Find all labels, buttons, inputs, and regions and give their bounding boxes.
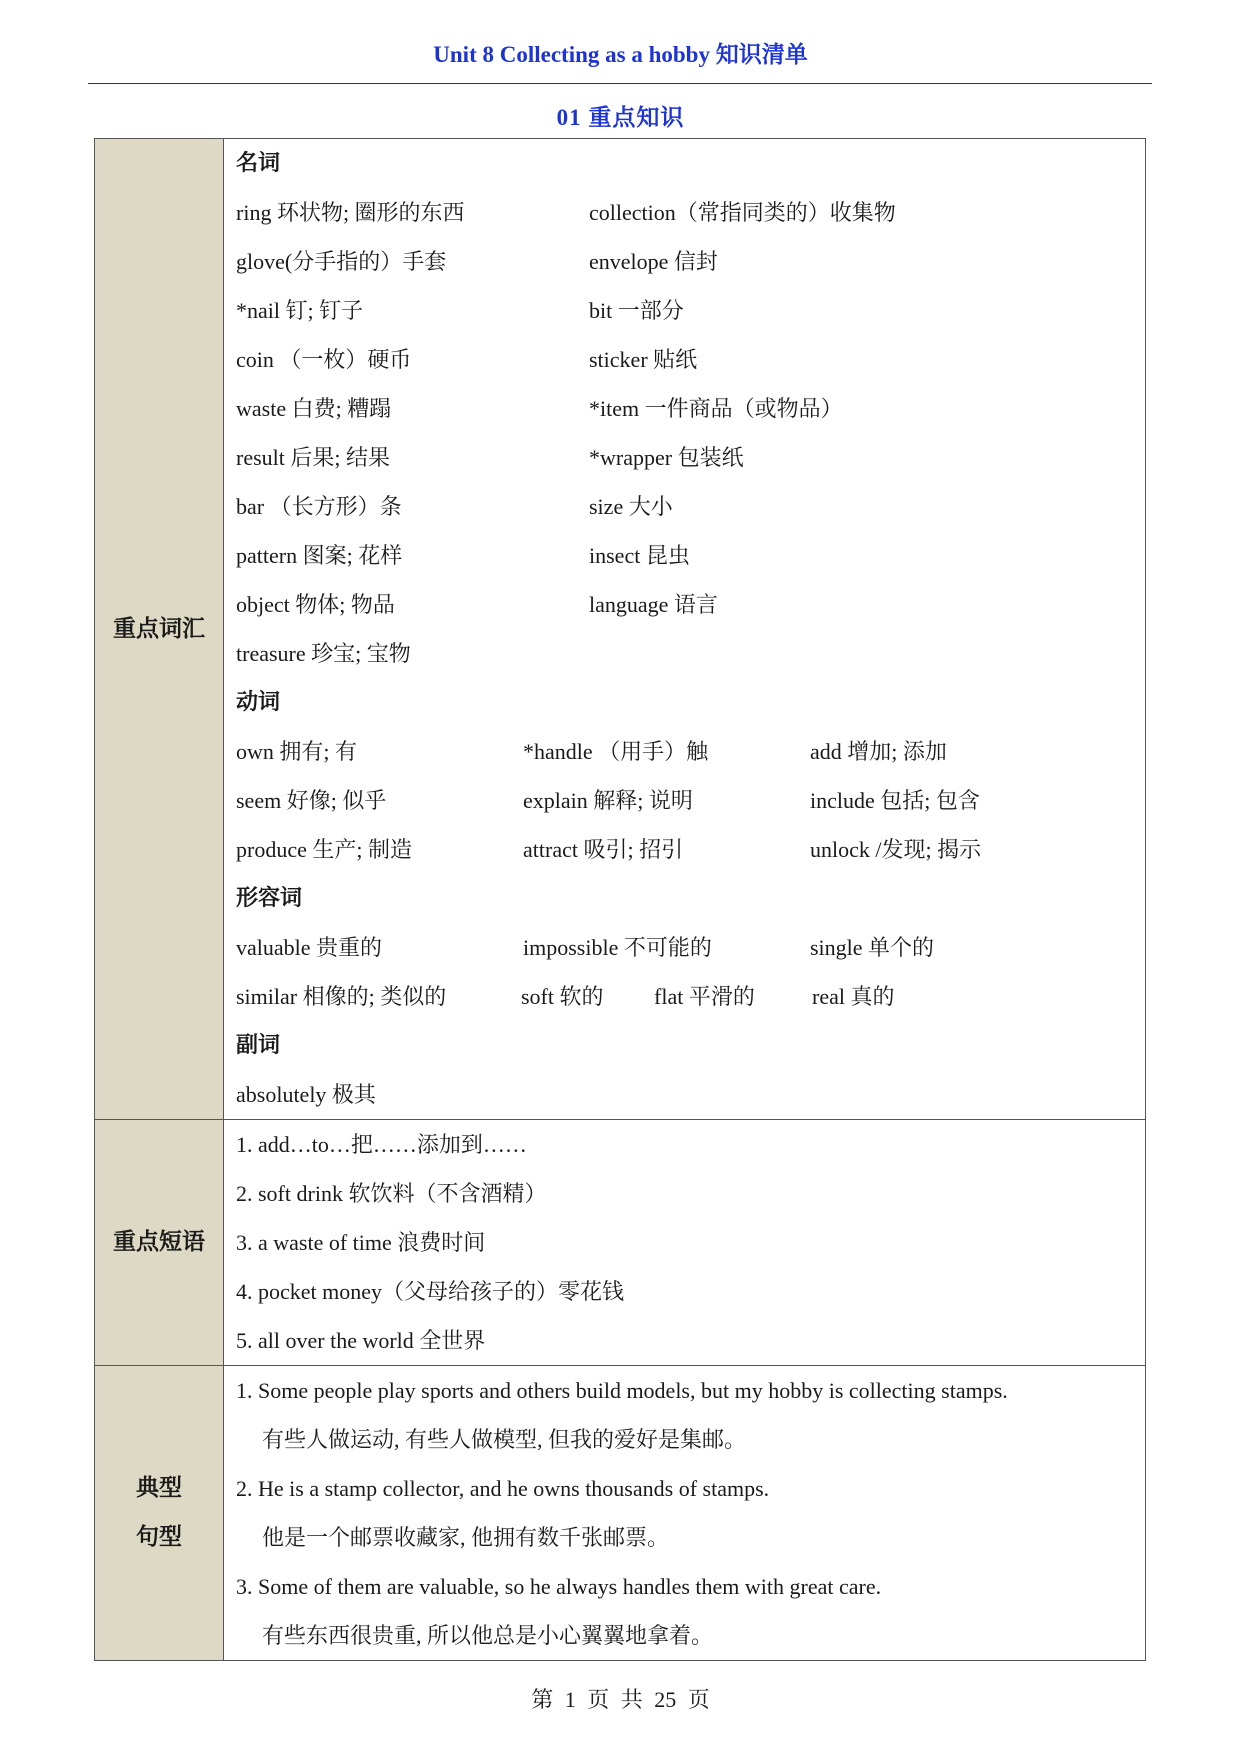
noun-item: size 大小 [589,494,673,519]
vocab-row [95,139,1146,1120]
noun-row [236,629,1145,678]
noun-item: result 后果; 结果 [236,445,390,470]
adj-item: valuable 贵重的 [236,935,383,960]
verb-row [236,727,1145,776]
verb-item: own 拥有; 有 [236,739,358,764]
noun-item: *nail 钉; 钉子 [236,298,364,323]
verb-item: explain 解释; 说明 [523,788,693,813]
verb-heading: 动词 [236,690,281,715]
noun-item: object 物体; 物品 [236,592,395,617]
noun-item: pattern 图案; 花样 [236,543,403,568]
sentence-en: 1. Some people play sports and others build models, but my hobby is collecting stamps. [236,1378,1008,1403]
adj-item: single 单个的 [810,935,935,960]
noun-item: bar （长方形）条 [236,494,402,519]
sentences-row [95,1366,1146,1661]
sentence-en: 2. He is a stamp collector, and he owns thousands of stamps. [236,1476,770,1501]
sentences-label-line1: 典型 [136,1475,182,1501]
noun-row [236,384,1145,433]
page-number: 第 1 页 共 25 页 [531,1687,710,1712]
noun-item: coin （一枚）硬币 [236,347,412,372]
section-title: 01 重点知识 [556,105,685,130]
noun-row [236,531,1145,580]
adv-heading: 副词 [236,1033,281,1058]
adj-item: real 真的 [812,984,895,1009]
adj-row [236,972,1145,1021]
noun-item: bit 一部分 [589,298,684,323]
phrase-item: 2. soft drink 软饮料（不含酒精） [236,1181,547,1206]
noun-item: insect 昆虫 [589,543,690,568]
phrase-item: 3. a waste of time 浪费时间 [236,1230,486,1255]
document-title: Unit 8 Collecting as a hobby 知识清单 [433,42,808,67]
verb-item: attract 吸引; 招引 [523,837,684,862]
verb-item: seem 好像; 似乎 [236,788,387,813]
noun-item: sticker 贴纸 [589,347,698,372]
header-divider [88,83,1152,84]
noun-heading: 名词 [236,151,281,176]
noun-item: treasure 珍宝; 宝物 [236,641,411,666]
verb-row [236,825,1145,874]
noun-item: language 语言 [589,592,718,617]
noun-item: *item 一件商品（或物品） [589,396,843,421]
sentences-label [95,1366,224,1661]
sentences-label-line2: 句型 [136,1524,182,1550]
phrases-label: 重点短语 [95,1120,224,1366]
phrase-item: 5. all over the world 全世界 [236,1328,486,1353]
adj-row [236,923,1145,972]
adv-row [236,1070,1145,1119]
noun-row [236,335,1145,384]
verb-row [236,776,1145,825]
adj-item: similar 相像的; 类似的 [236,984,447,1009]
noun-item: collection（常指同类的）收集物 [589,200,896,225]
adj-item: soft 软的 [521,984,604,1009]
sentence-zh: 有些东西很贵重, 所以他总是小心翼翼地拿着。 [262,1623,714,1648]
noun-item: ring 环状物; 圈形的东西 [236,200,465,225]
adj-heading: 形容词 [236,886,303,911]
noun-item: glove(分手指的）手套 [236,249,447,274]
sentence-en: 3. Some of them are valuable, so he always handles them with great care. [236,1574,882,1599]
phrase-item: 1. add…to…把……添加到…… [236,1132,527,1157]
phrases-row [95,1120,1146,1366]
noun-row [236,482,1145,531]
noun-item: waste 白费; 糟蹋 [236,396,392,421]
noun-row [236,188,1145,237]
verb-item: unlock /发现; 揭示 [810,837,982,862]
noun-row [236,580,1145,629]
phrases-content [224,1120,1146,1366]
verb-item: produce 生产; 制造 [236,837,412,862]
noun-row [236,433,1145,482]
adj-item: flat 平滑的 [654,984,755,1009]
noun-item: envelope 信封 [589,249,718,274]
sentence-zh: 有些人做运动, 有些人做模型, 但我的爱好是集邮。 [262,1427,747,1452]
adv-item: absolutely 极其 [236,1082,376,1107]
verb-item: add 增加; 添加 [810,739,947,764]
noun-item: *wrapper 包装纸 [589,445,744,470]
knowledge-table [94,138,1146,1661]
vocab-content [224,139,1146,1120]
sentence-zh: 他是一个邮票收藏家, 他拥有数千张邮票。 [262,1525,670,1550]
noun-row [236,237,1145,286]
vocab-label: 重点词汇 [95,139,224,1120]
verb-item: *handle （用手）触 [523,739,709,764]
phrase-item: 4. pocket money（父母给孩子的）零花钱 [236,1279,625,1304]
sentences-content [224,1366,1146,1661]
noun-row [236,286,1145,335]
verb-item: include 包括; 包含 [810,788,980,813]
adj-item: impossible 不可能的 [523,935,712,960]
